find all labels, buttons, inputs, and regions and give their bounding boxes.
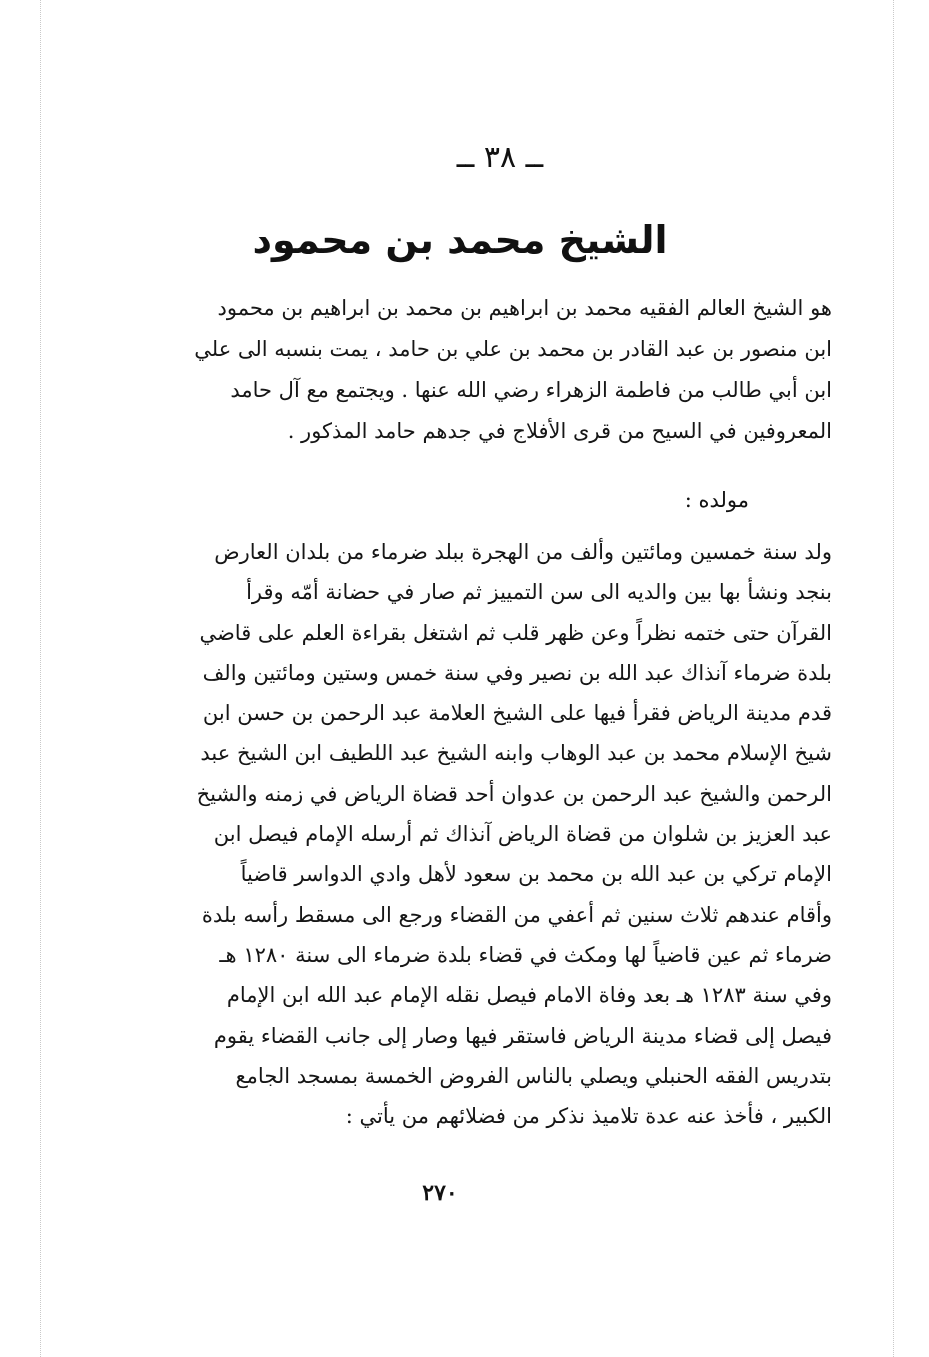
body-line: بلدة ضرماء آنذاك عبد الله بن نصير وفي سنة خمس وستين ومائتين والف [202, 660, 832, 685]
body-line: بتدريس الفقه الحنبلي ويصلي بالناس الفروض الخمسة بمسجد الجامع [235, 1063, 832, 1088]
body-line: الرحمن والشيخ عبد الرحمن بن عدوان أحد قضاة الرياض في زمنه والشيخ [196, 781, 832, 806]
scan-edge-left [40, 0, 41, 1357]
body-line: الكبير ، فأخذ عنه عدة تلاميذ نذكر من فضلائهم من يأتي : [345, 1104, 832, 1129]
body-line: القرآن حتى ختمه نظراً وعن ظهر قلب ثم اشتغل بقراءة العلم على قاضي [199, 620, 832, 645]
body-line: وفي سنة ١٢٨٣ هـ بعد وفاة الامام فيصل نقله الإمام عبد الله ابن الإمام [226, 983, 832, 1008]
body-line: الإمام تركي بن عبد الله بن محمد بن سعود لأهل وادي الدواسر قاضياً [240, 862, 832, 887]
intro-paragraph [132, 288, 832, 452]
body-paragraph [132, 532, 832, 1136]
section-heading-birth: مولده : [684, 488, 749, 512]
body-line: شيخ الإسلام محمد بن عبد الوهاب وابنه الشيخ عبد اللطيف ابن الشيخ عبد [200, 741, 832, 766]
body-line: عبد العزيز بن شلوان من قضاة الرياض آنذاك ثم أرسله الإمام فيصل ابن [213, 822, 832, 847]
body-line: فيصل إلى قضاء مدينة الرياض فاستقر فيها وصار إلى جانب القضاء يقوم [213, 1023, 832, 1048]
body-line: بنجد ونشأ بها بين والديه الى سن التمييز ثم صار في حضانة أمّه وقرأ [246, 580, 832, 605]
body-line: وأقام عندهم ثلاث سنين ثم أعفي من القضاء ورجع الى مسقط رأسه بلدة [201, 902, 832, 927]
entry-number: ــ ٣٨ ــ [456, 140, 544, 175]
body-line: قدم مدينة الرياض فقرأ فيها على الشيخ العلامة عبد الرحمن بن حسن ابن [202, 701, 832, 726]
page-title: الشيخ محمد بن محمود [252, 218, 668, 262]
body-line: ولد سنة خمسين ومائتين وألف من الهجرة ببلد ضرماء من بلدان العارض [214, 540, 832, 564]
intro-line: ابن أبي طالب من فاطمة الزهراء رضي الله عنها . ويجتمع مع آل حامد [230, 378, 832, 402]
page-number: ٢٧٠ [422, 1180, 458, 1206]
intro-line: هو الشيخ العالم الفقيه محمد بن ابراهيم بن محمد بن ابراهيم بن محمود [217, 296, 832, 320]
body-line: ضرماء ثم عين قاضياً لها ومكث في قضاء بلدة ضرماء الى سنة ١٢٨٠ هـ [219, 942, 832, 967]
intro-line: المعروفين في السيح من قرى الأفلاج في جدهم حامد المذكور . [287, 419, 832, 443]
intro-line: ابن منصور بن عبد القادر بن محمد بن علي بن حامد ، يمت بنسبه الى علي [194, 337, 832, 361]
scan-edge-right [893, 0, 894, 1357]
